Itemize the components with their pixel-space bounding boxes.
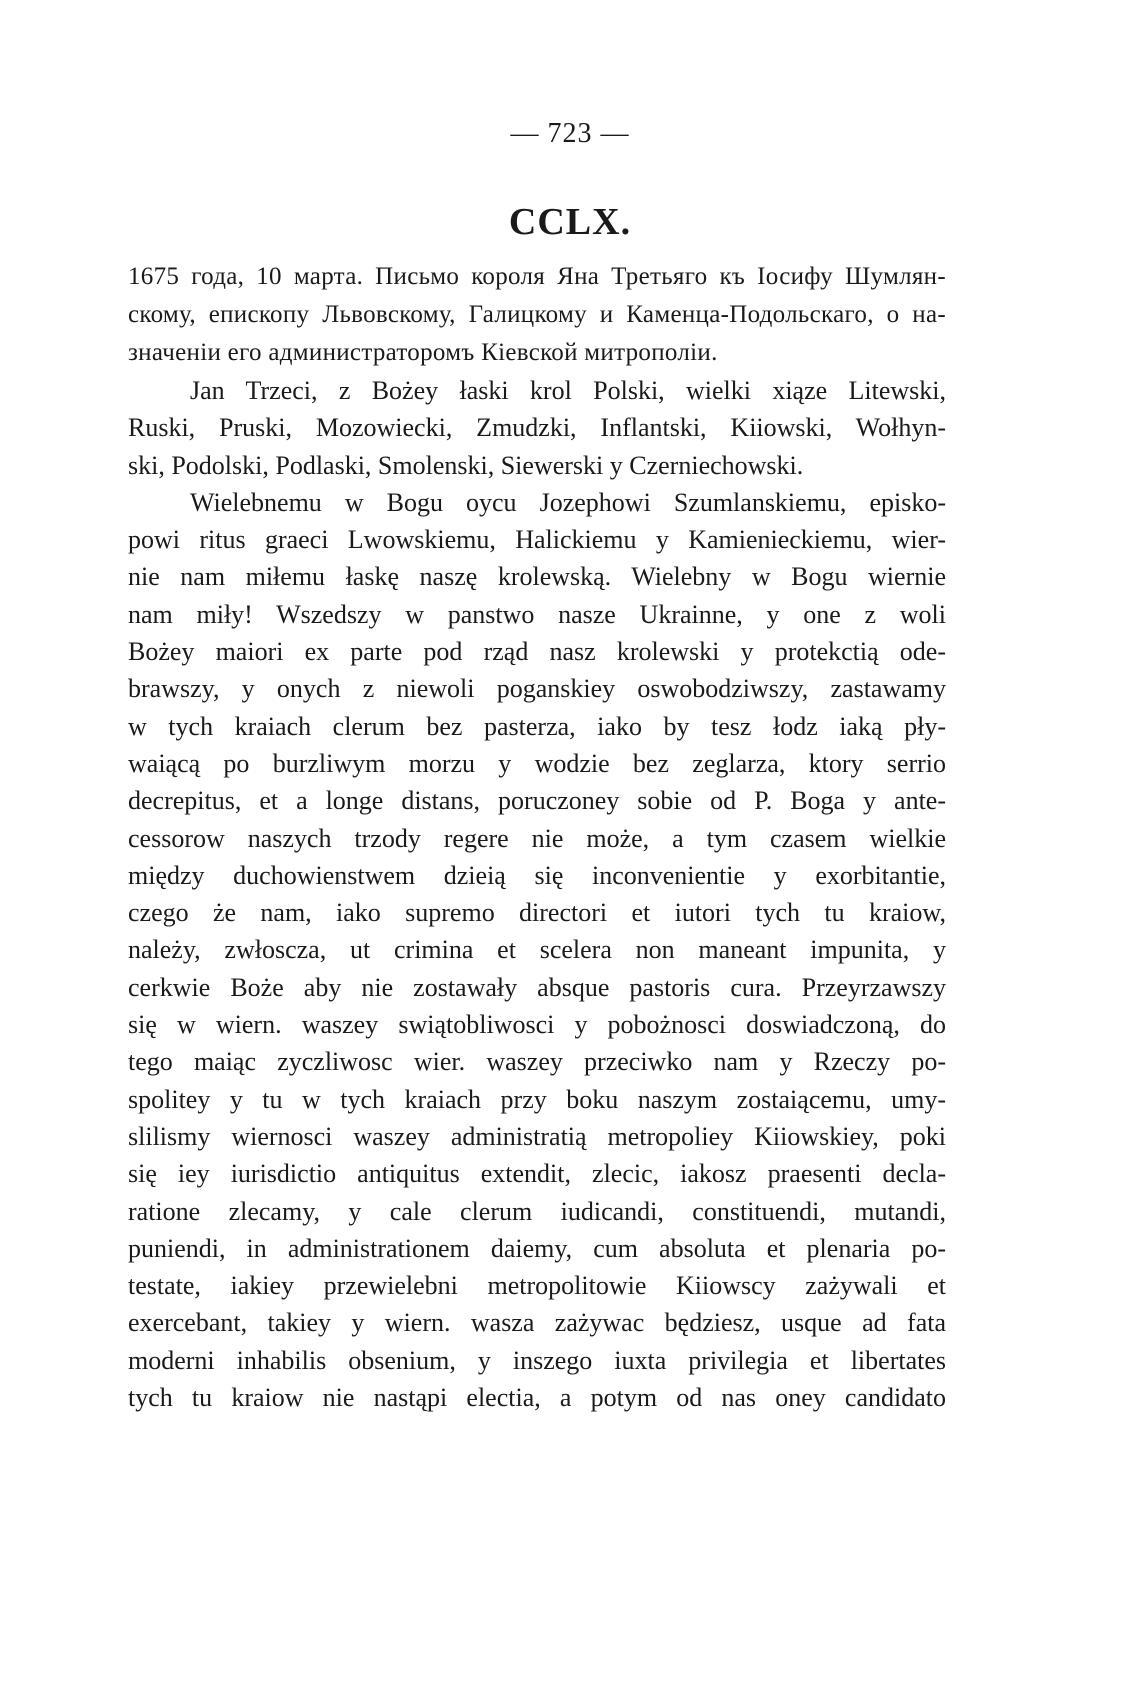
letter-body (128, 372, 946, 1416)
body-line: spolitey y tu w tych kraiach przy boku naszym zostaiącemu, umy- (128, 1084, 946, 1114)
summary-line: 1675 года, 10 марта. Письмо короля Яна Третьяго къ Іосифу Шумлян- (128, 263, 946, 290)
body-line: Jan Trzeci, z Bożey łaski krol Polski, wielki xiąze Litewski, (190, 376, 946, 405)
body-line: tych tu kraiow nie nastąpi electia, a potym od nas oney candidato (128, 1383, 946, 1413)
body-line: cerkwie Boże aby nie zostawały absque pastoris cura. Przeyrzawszy (128, 972, 946, 1002)
body-line: cessorow naszych trzody regere nie może, a tym czasem wielkie (128, 823, 946, 853)
body-line: testate, iakiey przewielebni metropolitowie Kiiowscy zażywali et (128, 1271, 946, 1301)
body-line: waiącą po burzliwym morzu y wodzie bez zeglarza, ktory serrio (128, 748, 946, 778)
body-line: moderni inhabilis obsenium, y inszego iuxta privilegia et libertates (128, 1345, 946, 1375)
body-line: decrepitus, et a longe distans, poruczoney sobie od P. Boga y ante- (128, 786, 946, 816)
body-line: puniendi, in administrationem daiemy, cum absoluta et plenaria po- (128, 1233, 946, 1263)
document-summary (128, 258, 946, 372)
body-line: ski, Podolski, Podlaski, Smolenski, Siewerski y Czerniechowski. (128, 450, 804, 480)
page-number: — 723 — (510, 118, 630, 149)
body-line: między duchowienstwem dzieią się inconvenientie y exorbitantie, (128, 860, 946, 890)
body-line: ratione zlecamy, y cale clerum iudicandi, constituendi, mutandi, (128, 1196, 946, 1226)
body-line: się iey iurisdictio antiquitus extendit, zlecic, iakosz praesenti decla- (128, 1159, 946, 1189)
body-line: w tych kraiach clerum bez pasterza, iako by tesz łodz iaką pły- (128, 711, 946, 741)
body-line: się w wiern. waszey swiątobliwosci y pobożnosci doswiadczoną, do (128, 1010, 946, 1040)
body-line: slilismy wiernosci waszey administratią metropoliey Kiiowskiey, poki (128, 1121, 946, 1151)
body-line: exercebant, takiey y wiern. wasza zażywac będziesz, usque ad fata (128, 1308, 946, 1338)
body-line: należy, zwłoscza, ut crimina et scelera non maneant impunita, y (128, 935, 946, 965)
body-line: Wielebnemu w Bogu oycu Jozephowi Szumlanskiemu, episko- (190, 487, 946, 517)
body-line: tego maiąc zyczliwosc wier. waszey przeciwko nam y Rzeczy po- (128, 1047, 946, 1077)
body-line: Bożey maiori ex parte pod rząd nasz krolewski y protekctią ode- (128, 637, 946, 667)
body-line: nam miły! Wszedszy w panstwo nasze Ukrainne, y one z woli (128, 599, 946, 629)
body-line: nie nam miłemu łaskę naszę krolewską. Wielebny w Bogu wiernie (128, 562, 946, 592)
body-line: Ruski, Pruski, Mozowiecki, Zmudzki, Inflantski, Kiiowski, Wołhyn- (128, 413, 946, 443)
summary-line: скому, епископу Львовскому, Галицкому и Каменца-Подольскаго, о на- (128, 301, 946, 328)
section-title: CCLX. (508, 201, 632, 243)
body-line: brawszy, y onych z niewoli poganskiey oswobodziwszy, zastawamy (128, 674, 946, 704)
body-line: czego że nam, iako supremo directori et iutori tych tu kraiow, (128, 898, 946, 928)
summary-line: значеніи его администраторомъ Кіевской митрополіи. (128, 339, 718, 366)
body-line: powi ritus graeci Lwowskiemu, Halickiemu y Kamienieckiemu, wier- (128, 525, 946, 555)
